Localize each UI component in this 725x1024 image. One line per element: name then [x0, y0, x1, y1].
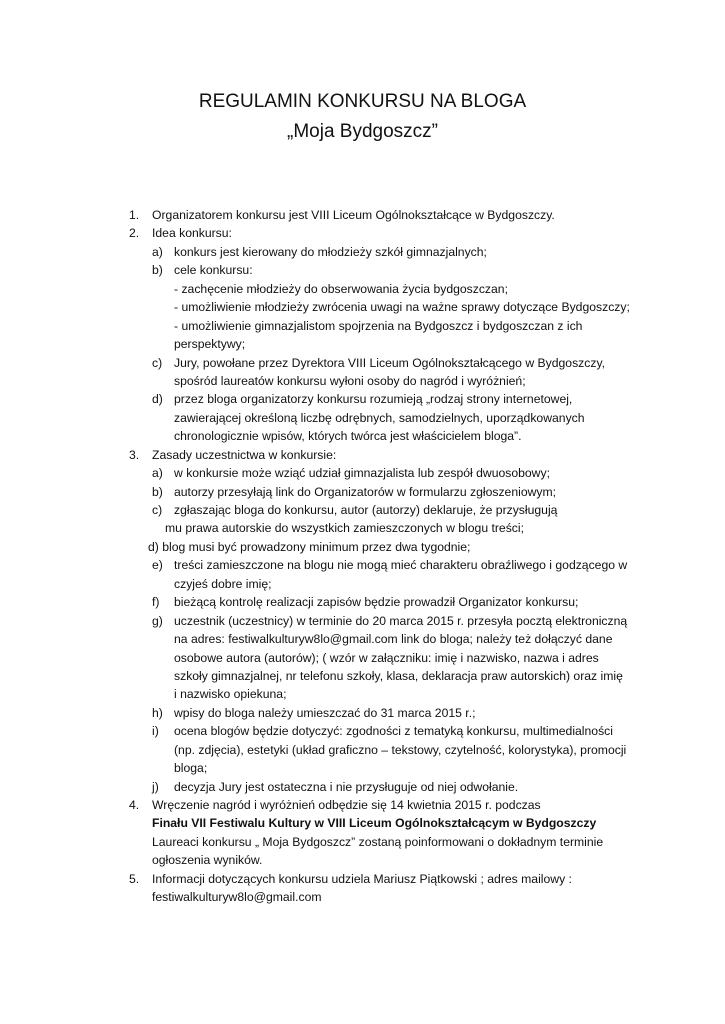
- document-subtitle: „Moja Bydgoszcz”: [287, 121, 438, 142]
- list-letter: f): [152, 595, 160, 610]
- list-letter: b): [152, 484, 163, 499]
- document-line: [0, 741, 725, 759]
- continuation-text: bloga;: [174, 761, 208, 776]
- regulations-body: [0, 206, 725, 907]
- document-line: [0, 464, 725, 482]
- document-line: [0, 704, 725, 722]
- document-line: [0, 667, 725, 685]
- document-line: [0, 446, 725, 464]
- document-line: [0, 317, 725, 335]
- document-line: [0, 649, 725, 667]
- document-line: [0, 372, 725, 390]
- continuation-text: (np. zdjęcia), estetyki (układ graficzno – tekstowy, czytelność, kolorystyka), promocji: [174, 742, 627, 757]
- document-line: [0, 851, 725, 869]
- continuation-text: mu prawa autorskie do wszystkich zamieszczonych w blogu treści;: [165, 521, 524, 536]
- document-line: [0, 409, 725, 427]
- list-item-text: cele konkursu:: [174, 263, 253, 278]
- document-line: [0, 261, 725, 279]
- list-letter: a): [152, 244, 163, 259]
- continuation-text: spośród laureatów konkursu wyłoni osoby do nagród i wyróżnień;: [174, 373, 526, 388]
- continuation-text: czyjeś dobre imię;: [174, 576, 272, 591]
- document-line: [0, 612, 725, 630]
- document-line: [0, 575, 725, 593]
- list-item-text: Organizatorem konkursu jest VIII Liceum Ogólnokształcące w Bydgoszczy.: [152, 208, 555, 222]
- list-item-text: treści zamieszczone na blogu nie mogą mieć charakteru obraźliwego i godzącego w: [174, 558, 628, 573]
- list-item-text: w konkursie może wziąć udział gimnazjalista lub zespół dwuosobowy;: [174, 466, 550, 481]
- document-line: [0, 390, 725, 408]
- list-number: 4.: [129, 798, 140, 812]
- document-line: [0, 888, 725, 906]
- sub-item-text: - umożliwienie gimnazjalistom spojrzenia na Bydgoszcz i bydgoszczan z ich: [174, 318, 583, 333]
- list-letter: c): [152, 355, 163, 370]
- list-number: 5.: [129, 871, 140, 886]
- document-line: [0, 796, 725, 814]
- document-line: [0, 280, 725, 298]
- list-letter: a): [152, 466, 163, 481]
- document-line: [0, 685, 725, 703]
- document-line: [0, 630, 725, 648]
- document-line: [0, 593, 725, 611]
- list-letter: g): [152, 613, 163, 628]
- document-line: [0, 354, 725, 372]
- paragraph-text: Laureaci konkursu „ Moja Bydgoszcz” zostaną poinformowani o dokładnym terminie: [152, 834, 604, 849]
- list-item-text: Wręczenie nagród i wyróżnień odbędzie się 14 kwietnia 2015 r. podczas: [152, 798, 541, 812]
- list-letter: b): [152, 263, 163, 278]
- list-item-text: Jury, powołane przez Dyrektora VIII Liceum Ogólnokształcącego w Bydgoszczy,: [174, 355, 606, 370]
- document-line: [0, 335, 725, 353]
- list-letter: j): [152, 779, 159, 794]
- continuation-text: na adres: festiwalkulturyw8lo@gmail.com link do bloga; należy też dołączyć dane: [174, 632, 613, 647]
- document-line: [0, 833, 725, 851]
- list-item-text: decyzja Jury jest ostateczna i nie przysługuje od niej odwołanie.: [174, 779, 519, 794]
- document-line: [0, 483, 725, 501]
- list-letter: c): [152, 503, 163, 517]
- continuation-text: perspektywy;: [174, 337, 246, 352]
- document-line: [0, 759, 725, 777]
- document-line: [0, 298, 725, 316]
- list-item-text: zgłaszając bloga do konkursu, autor (autorzy) deklaruje, że przysługują: [174, 503, 558, 517]
- list-number: 3.: [129, 447, 140, 462]
- list-item-text: Informacji dotyczących konkursu udziela Mariusz Piątkowski ; adres mailowy :: [152, 871, 572, 886]
- list-item-text: autorzy przesyłają link do Organizatorów w formularzu zgłoszeniowym;: [174, 484, 557, 499]
- list-item-text: ocena blogów będzie dotyczyć: zgodności z tematyką konkursu, multimedialności: [174, 724, 613, 739]
- document-line: [0, 206, 725, 224]
- document-line: [0, 870, 725, 888]
- paragraph-text: ogłoszenia wyników.: [152, 853, 263, 868]
- list-letter: i): [152, 724, 159, 739]
- sub-item-text: - umożliwienie młodzieży zwrócenia uwagi na ważne sprawy dotyczące Bydgoszczy;: [174, 300, 630, 315]
- document-line: [0, 538, 725, 556]
- document-line: [0, 722, 725, 740]
- list-letter: d): [152, 392, 163, 407]
- list-item-text: d) blog musi być prowadzony minimum przez dwa tygodnie;: [148, 539, 471, 554]
- list-letter: e): [152, 558, 163, 573]
- continuation-text: osobowe autora (autorów); ( wzór w załączniku: imię i nazwisko, nazwa i adres: [174, 650, 599, 665]
- document-line: [0, 427, 725, 445]
- list-item-text: Zasady uczestnictwa w konkursie:: [152, 447, 337, 462]
- list-item-text: bieżącą kontrolę realizacji zapisów będzie prowadził Organizator konkursu;: [174, 595, 579, 610]
- list-letter: h): [152, 705, 163, 720]
- emphasized-text: Finału VII Festiwalu Kultury w VIII Liceum Ogólnokształcącym w Bydgoszczy: [152, 816, 597, 831]
- document-title: REGULAMIN KONKURSU NA BLOGA: [198, 91, 527, 112]
- sub-item-text: - zachęcenie młodzieży do obserwowania życia bydgoszczan;: [174, 281, 508, 296]
- continuation-text: zawierającej określoną liczbę odrębnych, samodzielnych, uporządkowanych: [174, 410, 585, 425]
- continuation-text: i nazwisko opiekuna;: [174, 687, 287, 702]
- list-item-text: wpisy do bloga należy umieszczać do 31 marca 2015 r.;: [174, 705, 476, 720]
- document-line: [0, 814, 725, 832]
- document-line: [0, 501, 725, 519]
- list-item-text: konkurs jest kierowany do młodzieży szkół gimnazjalnych;: [174, 244, 487, 259]
- list-number: 2.: [129, 226, 140, 241]
- document-line: [0, 778, 725, 796]
- paragraph-text: festiwalkulturyw8lo@gmail.com: [152, 890, 322, 905]
- document-line: [0, 556, 725, 574]
- list-item-text: uczestnik (uczestnicy) w terminie do 20 marca 2015 r. przesyła pocztą elektroniczną: [174, 613, 628, 628]
- document-line: [0, 519, 725, 537]
- continuation-text: szkoły gimnazjalnej, nr telefonu szkoły, klasa, deklaracja praw autorskich) oraz imię: [174, 668, 623, 683]
- continuation-text: chronologicznie wpisów, których twórca jest właścicielem bloga”.: [174, 429, 522, 444]
- document-line: [0, 224, 725, 242]
- list-item-text: przez bloga organizatorzy konkursu rozumieją „rodzaj strony internetowej,: [174, 392, 573, 407]
- document-line: [0, 243, 725, 261]
- list-item-text: Idea konkursu:: [152, 226, 232, 241]
- list-number: 1.: [129, 208, 140, 222]
